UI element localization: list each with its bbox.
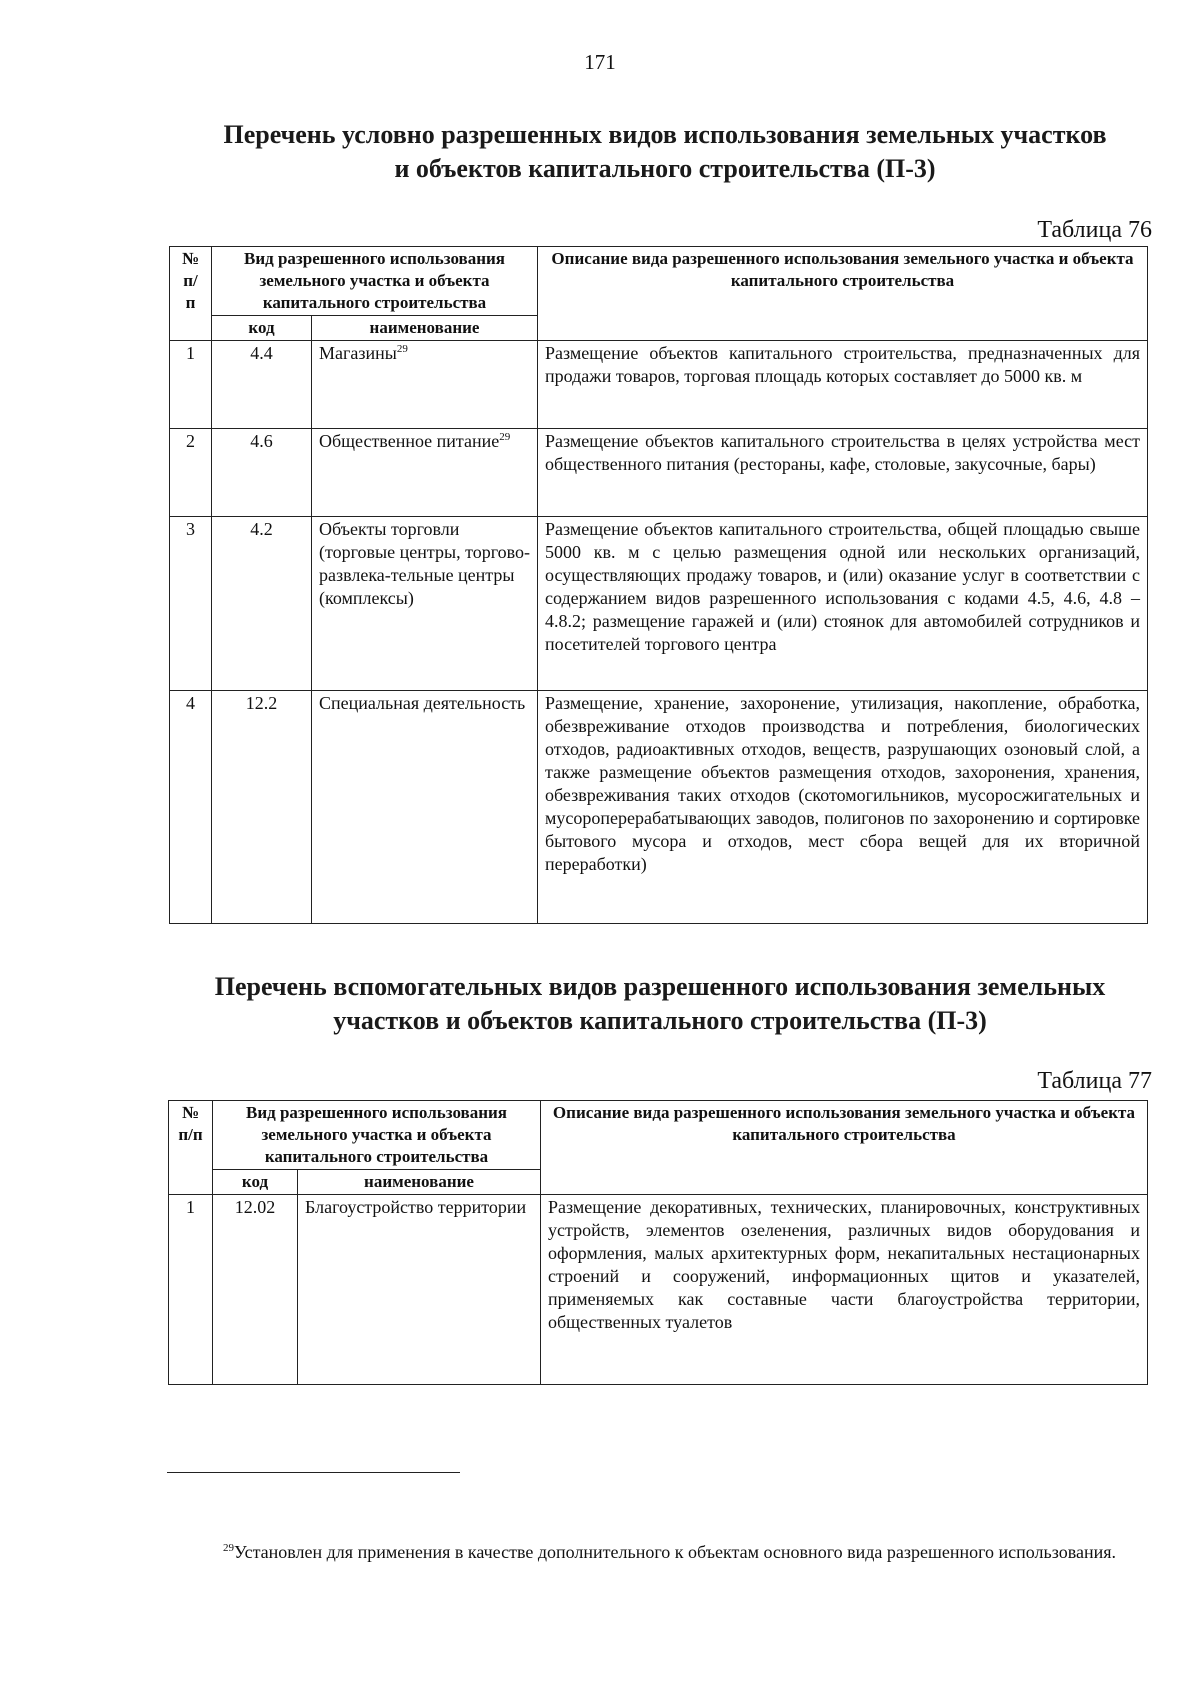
section2-title-line2: участков и объектов капитального строительства (П-3)	[333, 1006, 987, 1035]
header-num: № п/ п	[170, 247, 212, 341]
row-code: 4.2	[212, 517, 312, 691]
header-description: Описание вида разрешенного использования земельного участка и объекта капитального строительства	[538, 247, 1148, 341]
row-code: 4.4	[212, 341, 312, 429]
footnote-marker: 29	[223, 1542, 234, 1554]
row-description: Размещение, хранение, захоронение, утилизация, накопление, обработка, обезвреживание отходов производства и потребления, биологических отходов, радиоактивных отходов, веществ, разрушающих озоновый слой, а также размещение объектов размещения отходов, захоронения, хранения, обезвреживания таких отходов (скотомогильников, мусоросжигательных и мусороперерабатывающих заводов, полигонов по захоронению и сортировке бытового мусора и отходов, мест сбора вещей для их вторичной переработки)	[538, 691, 1148, 924]
row-name: Благоустройство территории	[298, 1195, 541, 1385]
header-use-type: Вид разрешенного использования земельного участка и объекта капитального строительства	[213, 1101, 541, 1170]
row-code: 12.02	[213, 1195, 298, 1385]
page-number: 171	[584, 50, 616, 74]
row-num: 2	[170, 429, 212, 517]
table-row	[169, 1195, 1148, 1385]
row-code: 4.6	[212, 429, 312, 517]
row-num: 1	[170, 341, 212, 429]
row-num: 3	[170, 517, 212, 691]
row-name: Общественное питание	[319, 431, 500, 451]
table77-caption: Таблица 77	[1037, 1068, 1152, 1094]
footnote-ref: 29	[396, 343, 408, 355]
footnote-ref: 29	[499, 431, 511, 443]
row-description: Размещение декоративных, технических, планировочных, конструктивных устройств, элементов озеленения, различных видов оборудования и оформления, малых архитектурных форм, некапитальных нестационарных строений и сооружений, информационных щитов и указателей, применяемых как составные части благоустройства территории, общественных туалетов	[541, 1195, 1148, 1385]
footnote	[167, 1540, 1149, 1564]
table-row	[170, 341, 1148, 429]
row-name-cell	[312, 341, 538, 429]
table-77	[168, 1100, 1148, 1385]
section2-title-line1: Перечень вспомогательных видов разрешенного использования земельных	[214, 972, 1106, 1001]
row-description: Размещение объектов капитального строительства, предназначенных для продажи товаров, торговая площадь которых составляет до 5000 кв. м	[538, 341, 1148, 429]
row-description: Размещение объектов капитального строительства, общей площадью свыше 5000 кв. м с целью размещения одной или нескольких организаций, осуществляющих продажу товаров, и (или) оказание услуг в соответствии с содержанием видов разрешенного использования с кодами 4.5, 4.6, 4.8 – 4.8.2; размещение гаражей и (или) стоянок для автомобилей сотрудников и посетителей торгового центра	[538, 517, 1148, 691]
footnote-separator	[167, 1472, 460, 1473]
section1-title-line2: и объектов капитального строительства (П-3)	[394, 154, 936, 183]
row-num: 1	[169, 1195, 213, 1385]
header-code: код	[212, 316, 312, 341]
table-row	[170, 517, 1148, 691]
table76-caption: Таблица 76	[1037, 217, 1152, 243]
footnote-text: Установлен для применения в качестве дополнительного к объектам основного вида разрешенного использования.	[234, 1542, 1117, 1562]
row-name: Специальная деятельность	[312, 691, 538, 924]
table-row	[170, 691, 1148, 924]
row-name-cell	[312, 429, 538, 517]
section1-title	[170, 118, 1160, 186]
table-76	[169, 246, 1148, 924]
header-code: код	[213, 1170, 298, 1195]
header-use-type: Вид разрешенного использования земельного участка и объекта капитального строительства	[212, 247, 538, 316]
section1-title-line1: Перечень условно разрешенных видов использования земельных участков	[223, 120, 1107, 149]
row-name: Магазины	[319, 343, 397, 363]
row-num: 4	[170, 691, 212, 924]
table-row	[170, 429, 1148, 517]
header-description: Описание вида разрешенного использования земельного участка и объекта капитального строительства	[541, 1101, 1148, 1195]
row-code: 12.2	[212, 691, 312, 924]
header-name: наименование	[298, 1170, 541, 1195]
row-name: Объекты торговли (торговые центры, торгово-развлека-тельные центры (комплексы)	[312, 517, 538, 691]
header-name: наименование	[312, 316, 538, 341]
section2-title	[160, 970, 1160, 1038]
header-num: № п/п	[169, 1101, 213, 1195]
row-description: Размещение объектов капитального строительства в целях устройства мест общественного питания (рестораны, кафе, столовые, закусочные, бары)	[538, 429, 1148, 517]
